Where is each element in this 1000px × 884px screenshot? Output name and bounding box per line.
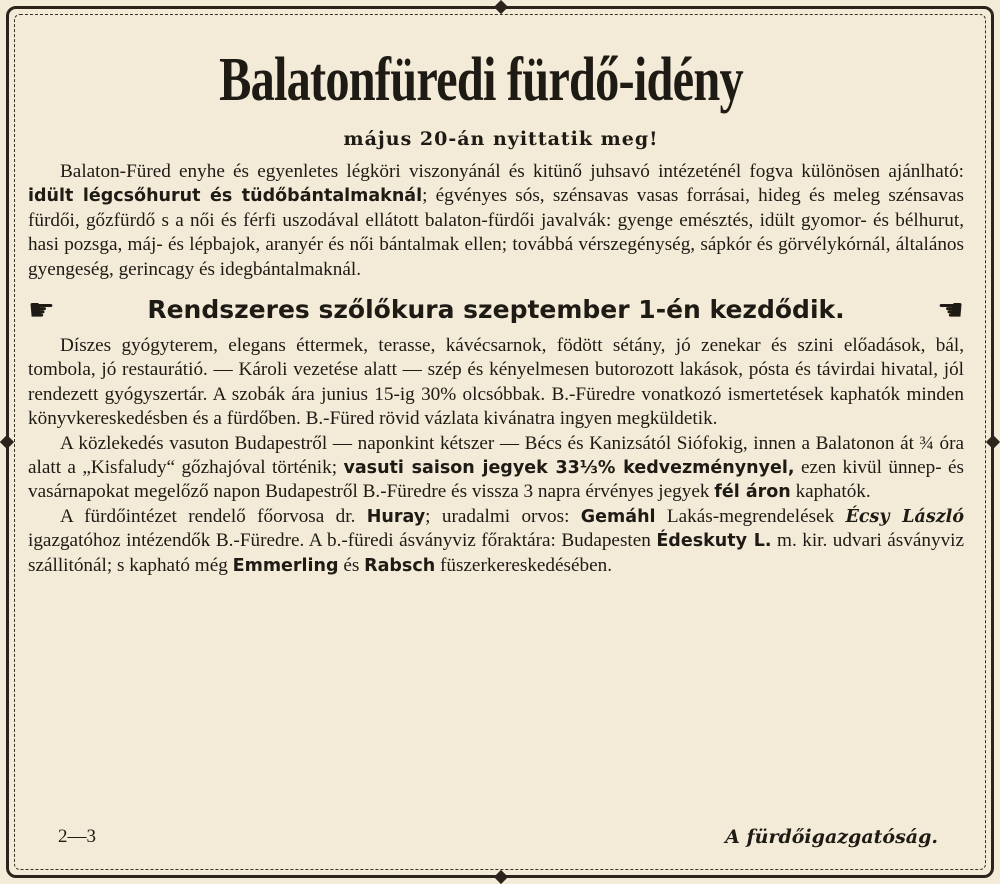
announcement-line <box>28 293 964 329</box>
page-title: Balatonfüredi fürdő-idény <box>219 46 743 114</box>
issue-number: 2—3 <box>58 826 96 847</box>
announcement-text: Rendszeres szőlőkura szeptember 1-én kezdődik. <box>147 295 845 325</box>
paragraph-transport: A közlekedés vasuton Budapestről — naponkint kétszer — Bécs és Kanizsától Siófokig, innen a Balatonon át ¾ óra alatt a „Kisfaludy“ gőzhajóval történik; vasuti saison jegyek 33⅓% kedvezménynyel, ezen kivül ünnep- és vasárnapokat megelőző napon Budapestről B.-Füredre és vissza 3 napra érvényes jegyek fél áron kaphatók. <box>28 432 965 503</box>
pointing-hand-right-icon: ☛ <box>28 293 55 329</box>
pointing-hand-left-icon: ☚ <box>937 293 964 329</box>
signature: A fürdőigazgatóság. <box>725 826 938 848</box>
paragraph-contacts: A fürdőintézet rendelő főorvosa dr. Huray; uradalmi orvos: Gemáhl Lakás-megrendelések Écsy László igazgatóhoz intézendők B.-Füredre. A b.-füredi ásványviz főraktára: Budapesten Édeskuty L. m. kir. udvari ásványviz szállitónál; s kapható még Emmerling és Rabsch füszerkereskedésében. <box>28 505 965 576</box>
footer <box>58 826 938 850</box>
subtitle: május 20-án nyittatik meg! <box>343 128 659 150</box>
paragraph-indications: Balaton-Füred enyhe és egyenletes légköri viszonyánál és kitünő juhsavó intézeténél fogva különösen ajánlható: idült légcsőhurut és tüdőbántalmaknál; égvényes sós, szénsavas vasas forrásai, hideg és meleg szénsavas fürdői, gőzfürdő s a női és férfi uszodával ellátott balaton-fürdői javalvák: gyenge emésztés, idült gyomor- és bélhurut, hasi pozsga, máj- és lépbajok, aranyér és női bántalmak ellen; továbbá vérszegénység, sápkór és görvélykórnál, általános gyengeség, gerincagy és idegbántalmaknál. <box>28 161 964 280</box>
paragraph-amenities: Díszes gyógyterem, elegans éttermek, terasse, kávécsarnok, födött sétány, jó zenekar és szini előadások, bál, tombola, jó restaurátió. — Károli vezetése alatt — szép és kényelmesen butorozott lakások, pósta és távirdai hivatal, jól rendezett gyógyszertár. A szobák ára junius 15-ig 30% olcsóbbak. B.-Füredre vonatkozó ismertetések kaphatók minden könyvkereskedésben és a fürdőben. B.-Füred rövid vázlata kivánatra ingyen megküldetik. <box>28 335 964 430</box>
advertisement-body <box>28 40 965 578</box>
